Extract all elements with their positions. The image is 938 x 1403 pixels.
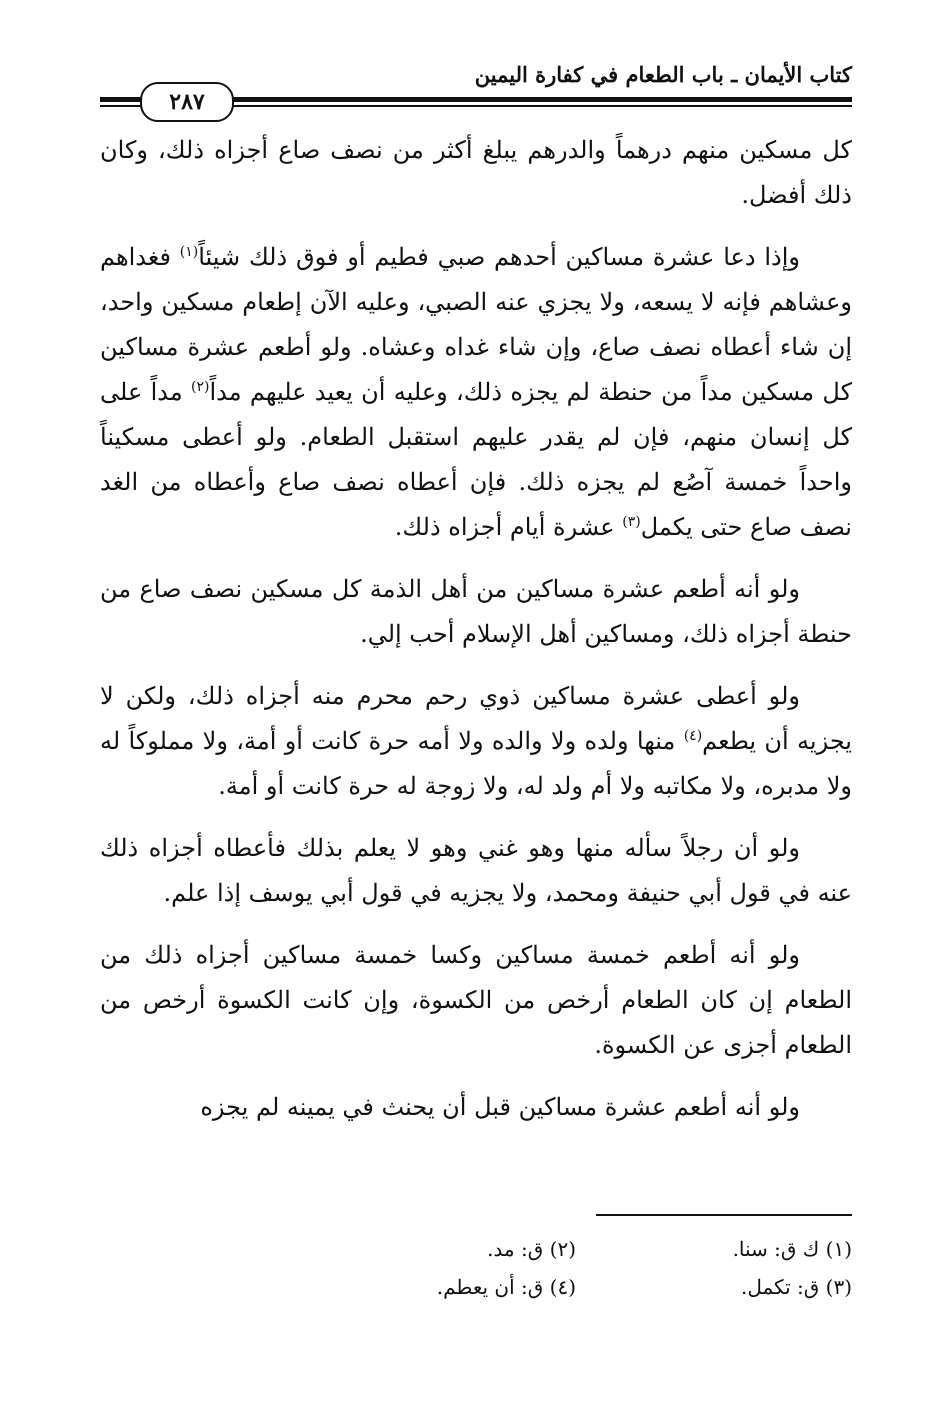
paragraph-4-text-b: منها ولده ولا والده ولا أمه حرة كانت أو أمة، ولا مملوكاً له ولا مدبره، ولا مكاتبه ولا أم ولد له، ولا زوجة له حرة كانت أو أمة. bbox=[100, 727, 852, 800]
footnote-row-2 bbox=[300, 1268, 852, 1306]
footnote-separator bbox=[596, 1214, 852, 1216]
footnote-ref-4: (٤) bbox=[683, 728, 703, 744]
footnote-1-marker: (١) bbox=[825, 1237, 852, 1261]
paragraph-7: ولو أنه أطعم عشرة مساكين قبل أن يحنث في يمينه لم يجزه bbox=[200, 1093, 800, 1121]
paragraph-4 bbox=[100, 674, 852, 809]
paragraph-3: ولو أنه أطعم عشرة مساكين من أهل الذمة كل مسكين نصف صاع من حنطة أجزاه ذلك، ومساكين أهل الإسلام أحب إلي. bbox=[100, 575, 852, 648]
footnote-4-marker: (٤) bbox=[549, 1275, 576, 1299]
footnote-4 bbox=[300, 1268, 576, 1306]
paragraph-4-text-a: ولو أعطى عشرة مساكين ذوي رحم محرم منه أجزاه ذلك، ولكن لا يجزيه أن يطعم bbox=[100, 682, 852, 755]
footnote-3-text: ق: تكمل. bbox=[740, 1275, 820, 1299]
footnote-row-1 bbox=[300, 1230, 852, 1268]
footnote-1-text: ك ق: سنا. bbox=[732, 1237, 820, 1261]
footnote-ref-2: (٢) bbox=[191, 379, 210, 395]
footnotes bbox=[300, 1230, 852, 1306]
footnote-2-marker: (٢) bbox=[549, 1237, 576, 1261]
paragraph-2-text-b: فغداهم وعشاهم فإنه لا يسعه، ولا يجزي عنه الصبي، وعليه الآن إطعام مسكين واحد، إن شاء أعطاه نصف صاع، وإن شاء غداه وعشاه. ولو أطعم عشرة مساكين كل مسكين مداً من حنطة لم يجزه ذلك، وعليه أن يعيد عليهم مداً bbox=[100, 243, 852, 406]
paragraph-2 bbox=[100, 235, 852, 550]
page-number: ٢٨٧ bbox=[140, 82, 234, 122]
running-title: كتاب الأيمان ـ باب الطعام في كفارة اليمين bbox=[474, 62, 852, 87]
footnote-3 bbox=[576, 1268, 852, 1306]
page-header bbox=[100, 54, 852, 126]
footnote-2 bbox=[300, 1230, 576, 1268]
paragraph-6: ولو أنه أطعم خمسة مساكين وكسا خمسة مساكين أجزاه ذلك من الطعام إن كان الطعام أرخص من الكسوة، وإن كانت الكسوة أرخص من الطعام أجزى عن الكسوة. bbox=[100, 941, 852, 1059]
footnote-3-marker: (٣) bbox=[825, 1275, 852, 1299]
footnote-1 bbox=[576, 1230, 852, 1268]
paragraph-2-text-a: وإذا دعا عشرة مساكين أحدهم صبي فطيم أو فوق ذلك شيئاً bbox=[198, 243, 800, 271]
paragraph-1: كل مسكين منهم درهماً والدرهم يبلغ أكثر من نصف صاع أجزاه ذلك، وكان ذلك أفضل. bbox=[100, 136, 852, 209]
footnote-ref-3: (٣) bbox=[622, 514, 641, 530]
main-text bbox=[100, 128, 852, 1147]
paragraph-5: ولو أن رجلاً سأله منها وهو غني وهو لا يعلم بذلك فأعطاه أجزاه ذلك عنه في قول أبي حنيفة ومحمد، ولا يجزيه في قول أبي يوسف إذا علم. bbox=[100, 834, 852, 907]
paragraph-2-text-c: مداً على كل إنسان منهم، فإن لم يقدر عليهم استقبل الطعام. ولو أعطى مسكيناً واحداً خمسة آصُع لم يجزه ذلك. فإن أعطاه نصف صاع وأعطاه من الغد نصف صاع حتى يكمل bbox=[100, 378, 852, 541]
footnote-ref-1: (١) bbox=[179, 244, 199, 260]
footnote-2-text: ق: مد. bbox=[487, 1237, 544, 1261]
paragraph-2-text-d: عشرة أيام أجزاه ذلك. bbox=[394, 513, 623, 541]
footnote-4-text: ق: أن يعطم. bbox=[436, 1275, 544, 1299]
